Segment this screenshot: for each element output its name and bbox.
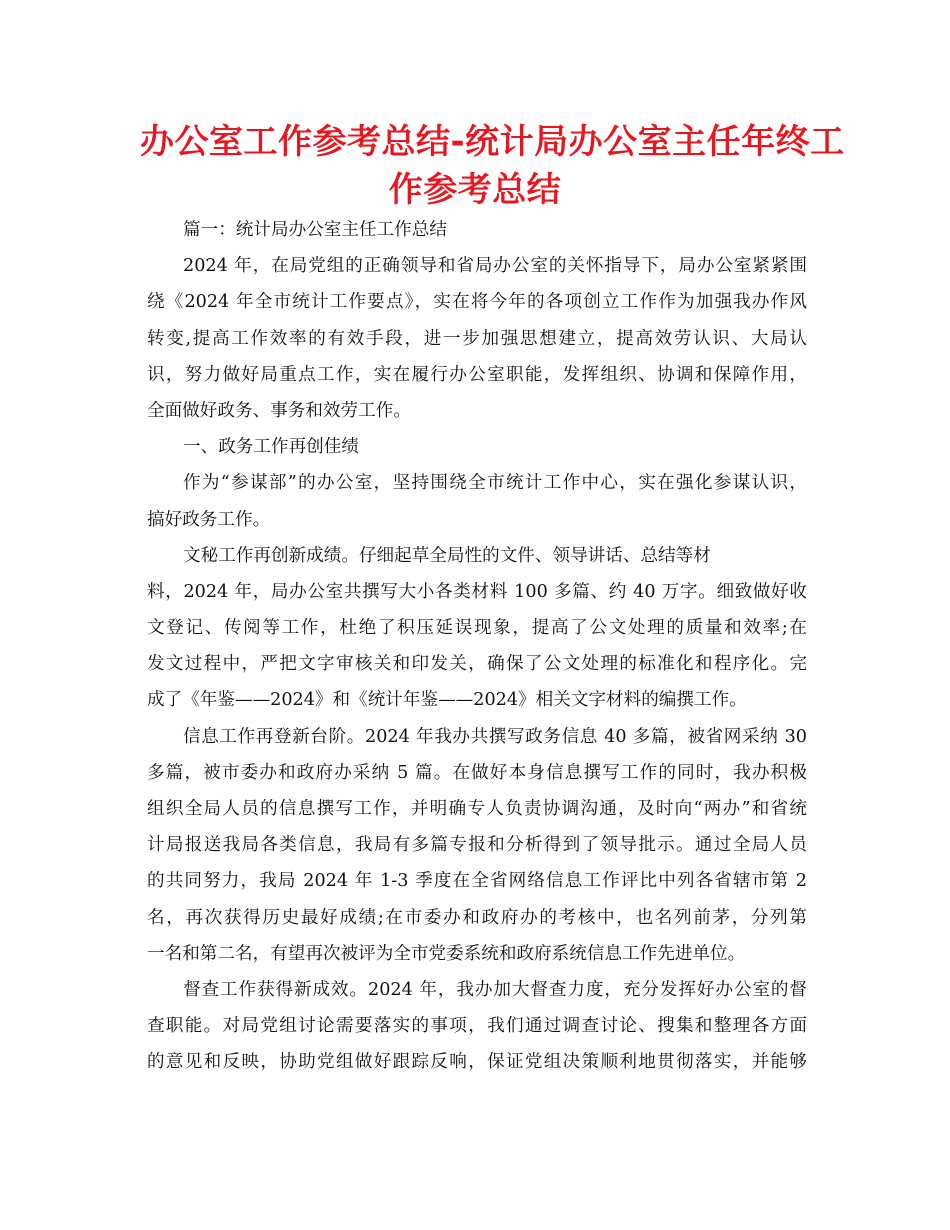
paragraph-line: 查职能。对局党组讨论需要落实的事项，我们通过调查讨论、搜集和整理各方面 — [147, 1016, 807, 1037]
paragraph-line: 计局报送我局各类信息，我局有多篇专报和分析得到了领导批示。通过全局人员 — [147, 835, 807, 856]
paragraph-line: 的共同努力，我局 2024 年 1-3 季度在全省网络信息工作评比中列各省辖市第 2 — [147, 871, 807, 892]
paragraph-line: 多篇，被市委办和政府办采纳 5 篇。在做好本身信息撰写工作的同时，我办积极 — [147, 762, 807, 783]
paragraph-line: 成了《年鉴——2024》和《统计年鉴——2024》相关文字材料的编撰工作。 — [147, 690, 747, 711]
paragraph-line: 名，再次获得历史最好成绩;在市委办和政府办的考核中，也名列前茅，分列第 — [147, 907, 807, 928]
paragraph-line: 发文过程中，严把文字审核关和印发关，确保了公文处理的标准化和程序化。完 — [147, 654, 807, 675]
document-body — [147, 212, 807, 1081]
paragraph-line: 绕《2024 年全市统计工作要点》，实在将今年的各项创立工作作为加强我办作风 — [147, 292, 807, 313]
section-heading-2: 一、政务工作再创佳绩 — [183, 437, 359, 458]
paragraph-line: 信息工作再登新台阶。2024 年我办共撰写政务信息 40 多篇，被省网采纳 30 — [183, 726, 807, 747]
paragraph-line: 2024 年，在局党组的正确领导和省局办公室的关怀指导下，局办公室紧紧围 — [183, 256, 807, 277]
paragraph-line: 作为“参谋部”的办公室，坚持围绕全市统计工作中心，实在强化参谋认识， — [183, 473, 807, 494]
paragraph-line: 督查工作获得新成效。2024 年，我办加大督查力度，充分发挥好办公室的督 — [183, 979, 807, 1000]
title-line-2: 作参考总结 — [388, 170, 562, 210]
paragraph-line: 一名和第二名，有望再次被评为全市党委系统和政府系统信息工作先进单位。 — [147, 943, 746, 964]
paragraph-line: 转变,提高工作效率的有效手段，进一步加强思想建立，提高效劳认识、大局认 — [147, 328, 807, 349]
paragraph-line: 全面做好政务、事务和效劳工作。 — [147, 400, 411, 421]
paragraph-line: 文秘工作再创新成绩。仔细起草全局性的文件、领导讲话、总结等材 — [183, 545, 711, 566]
paragraph-line: 文登记、传阅等工作，杜绝了积压延误现象，提高了公文处理的质量和效率;在 — [147, 618, 807, 639]
section-heading-1: 篇一：统计局办公室主任工作总结 — [183, 220, 447, 240]
paragraph-line: 组织全局人员的信息撰写工作，并明确专人负责协调沟通，及时向“两办”和省统 — [147, 799, 807, 819]
paragraph-line: 识，努力做好局重点工作，实在履行办公室职能，发挥组织、协调和保障作用， — [147, 364, 807, 385]
paragraph-line: 搞好政务工作。 — [147, 509, 271, 530]
paragraph-line: 的意见和反映，协助党组做好跟踪反响，保证党组决策顺利地贯彻落实，并能够 — [147, 1052, 807, 1073]
paragraph-line: 料，2024 年，局办公室共撰写大小各类材料 100 多篇、约 40 万字。细致做好收 — [147, 581, 807, 602]
title-line-1: 办公室工作参考总结-统计局办公室主任年终工 — [140, 122, 845, 162]
document-title — [140, 118, 845, 214]
